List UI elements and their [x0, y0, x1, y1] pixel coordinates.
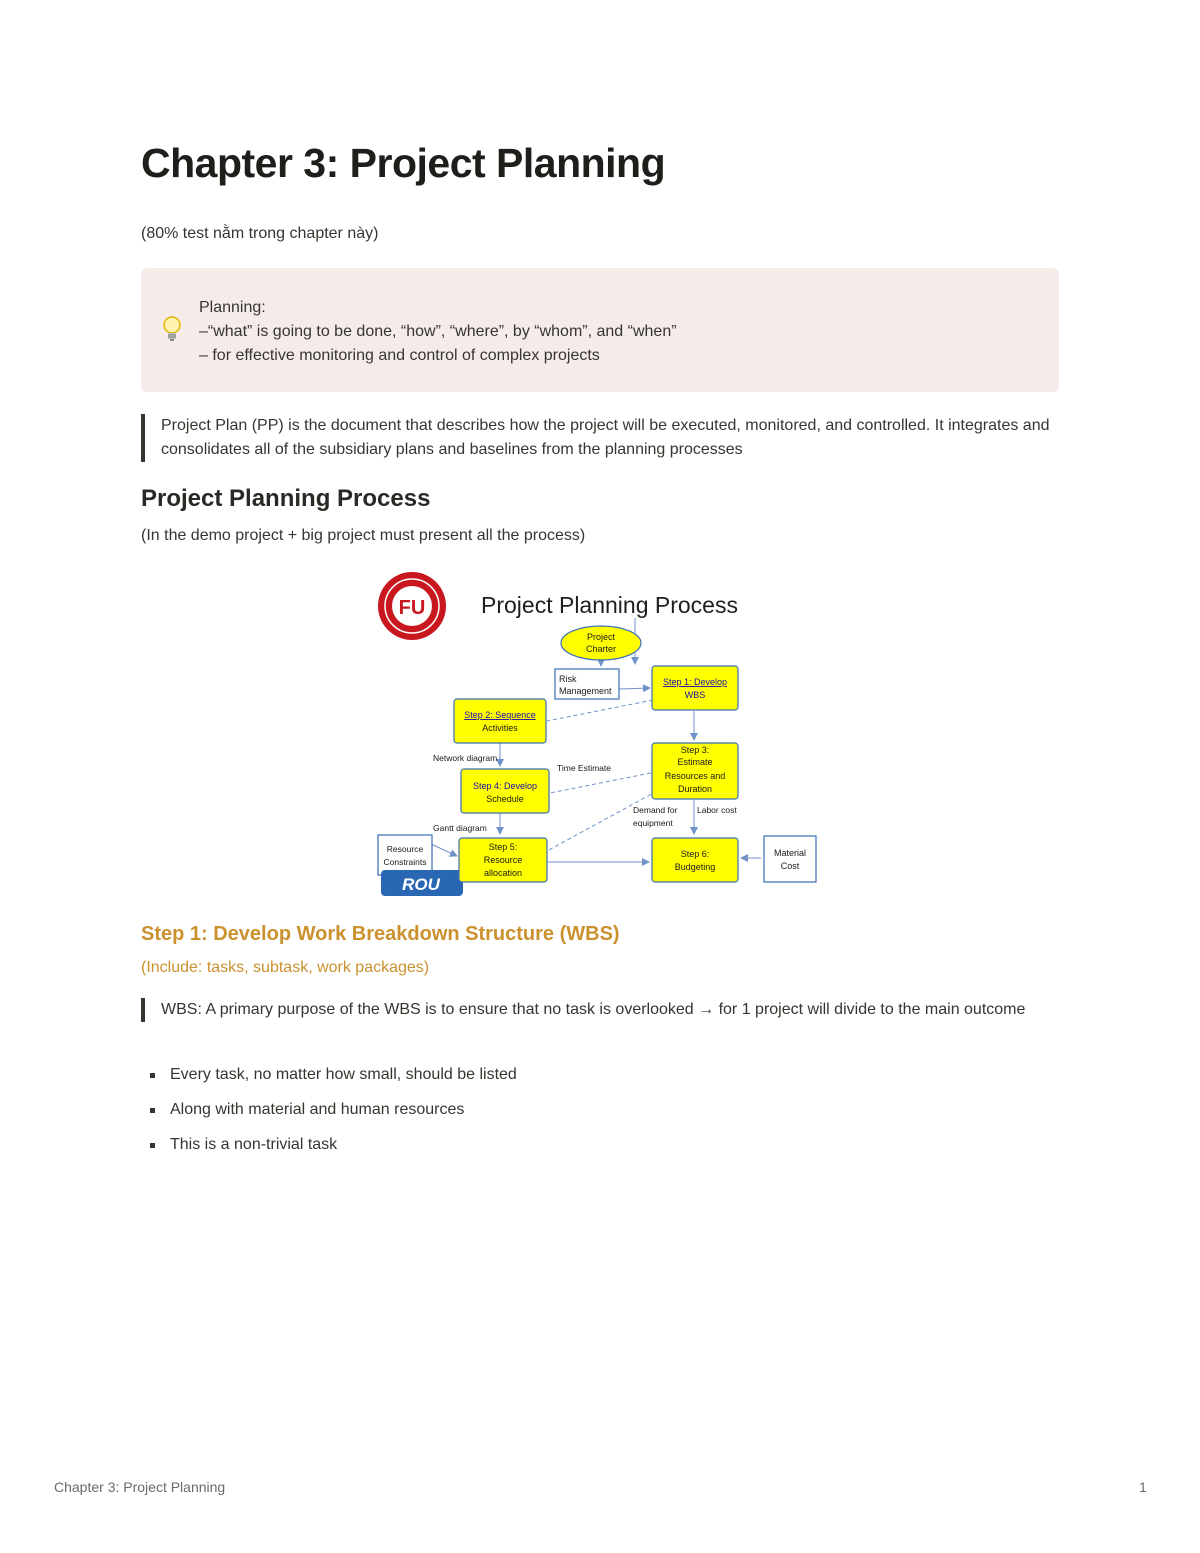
demand-label: equipment — [633, 818, 673, 828]
section-heading: Project Planning Process — [141, 485, 431, 512]
labor-cost-label: Labor cost — [697, 805, 737, 815]
section-note: (In the demo project + big project must present all the process) — [141, 527, 586, 544]
gantt-diagram-label: Gantt diagram — [433, 823, 487, 833]
list-item: Every task, no matter how small, should be listed — [148, 1063, 517, 1098]
svg-text:Schedule: Schedule — [486, 794, 524, 804]
callout-line: Planning: — [199, 299, 266, 316]
callout-line: – for effective monitoring and control of complex projects — [199, 347, 600, 364]
roundabout-badge — [381, 870, 463, 896]
step3-node — [652, 743, 738, 799]
wbs-quote: WBS: A primary purpose of the WBS is to ensure that no task is overlooked → for 1 project will divide to the main outcome — [141, 998, 1071, 1022]
callout-line: –“what” is going to be done, “how”, “where”, by “whom”, and “when” — [199, 323, 677, 340]
svg-text:Material: Material — [773, 848, 807, 858]
svg-text:Cost: Cost — [780, 861, 800, 871]
planning-callout — [141, 268, 1059, 392]
step5-node — [459, 838, 547, 882]
svg-text:ROU: ROU — [402, 875, 440, 894]
step1-note: (Include: tasks, subtask, work packages) — [141, 959, 430, 976]
svg-text:Budgeting: Budgeting — [674, 862, 716, 872]
svg-text:Resource: Resource — [483, 855, 523, 865]
resource-constraints-box — [378, 835, 432, 875]
svg-text:Step 3:: Step 3: — [680, 745, 710, 755]
svg-text:Resources and: Resources and — [664, 771, 726, 781]
svg-text:Step 5:: Step 5: — [488, 842, 518, 852]
svg-text:Step 2: Sequence: Step 2: Sequence — [464, 710, 536, 720]
demand-label: Demand for — [633, 805, 678, 815]
diagram-title: Project Planning Process — [481, 592, 738, 618]
svg-text:Step 4: Develop: Step 4: Develop — [472, 781, 538, 791]
chapter-note: (80% test nằm trong chapter này) — [141, 225, 379, 242]
step4-node — [461, 769, 549, 813]
step1-heading: Step 1: Develop Work Breakdown Structure (WBS) — [141, 923, 620, 945]
svg-text:Risk: Risk — [559, 674, 577, 684]
step6-node — [652, 838, 738, 882]
step1-node — [652, 666, 738, 710]
risk-management-box — [555, 669, 619, 699]
svg-text:WBS: WBS — [684, 690, 706, 700]
footer-title: Chapter 3: Project Planning — [54, 1479, 226, 1495]
lightbulb-icon — [161, 315, 183, 345]
svg-text:Duration: Duration — [677, 784, 713, 794]
svg-text:Step 1: Develop: Step 1: Develop — [662, 677, 728, 687]
time-estimate-label: Time Estimate — [557, 763, 612, 773]
svg-text:Constraints: Constraints — [383, 857, 427, 867]
connector — [550, 773, 651, 793]
list-item: Along with material and human resources — [148, 1098, 517, 1133]
svg-text:Resource: Resource — [386, 844, 424, 854]
svg-text:Estimate: Estimate — [677, 757, 713, 767]
page-number: 1 — [1139, 1479, 1147, 1495]
network-diagram-label: Network diagram — [433, 753, 498, 763]
svg-text:allocation: allocation — [483, 868, 523, 878]
project-charter-node — [561, 626, 641, 660]
svg-text:Activities: Activities — [482, 723, 518, 733]
material-cost-box — [764, 836, 816, 882]
svg-text:Charter: Charter — [585, 644, 617, 654]
list-item: This is a non-trivial task — [148, 1133, 517, 1168]
page-title: Chapter 3: Project Planning — [141, 140, 666, 186]
project-planning-process-diagram — [375, 568, 825, 898]
svg-text:Step 6:: Step 6: — [680, 849, 710, 859]
logo-text: FU — [398, 597, 426, 619]
step2-node — [454, 699, 546, 743]
wbs-bullet-list — [148, 1063, 517, 1168]
university-logo — [378, 572, 446, 640]
svg-text:Management: Management — [559, 686, 612, 696]
connector — [619, 688, 650, 689]
project-plan-quote: Project Plan (PP) is the document that describes how the project will be executed, monitored, and controlled. It integrates and consolidates all of the subsidiary plans and baselines from the planning processes — [141, 414, 1071, 462]
connector — [431, 844, 457, 856]
svg-text:Project: Project — [586, 632, 616, 642]
connector — [547, 700, 653, 721]
